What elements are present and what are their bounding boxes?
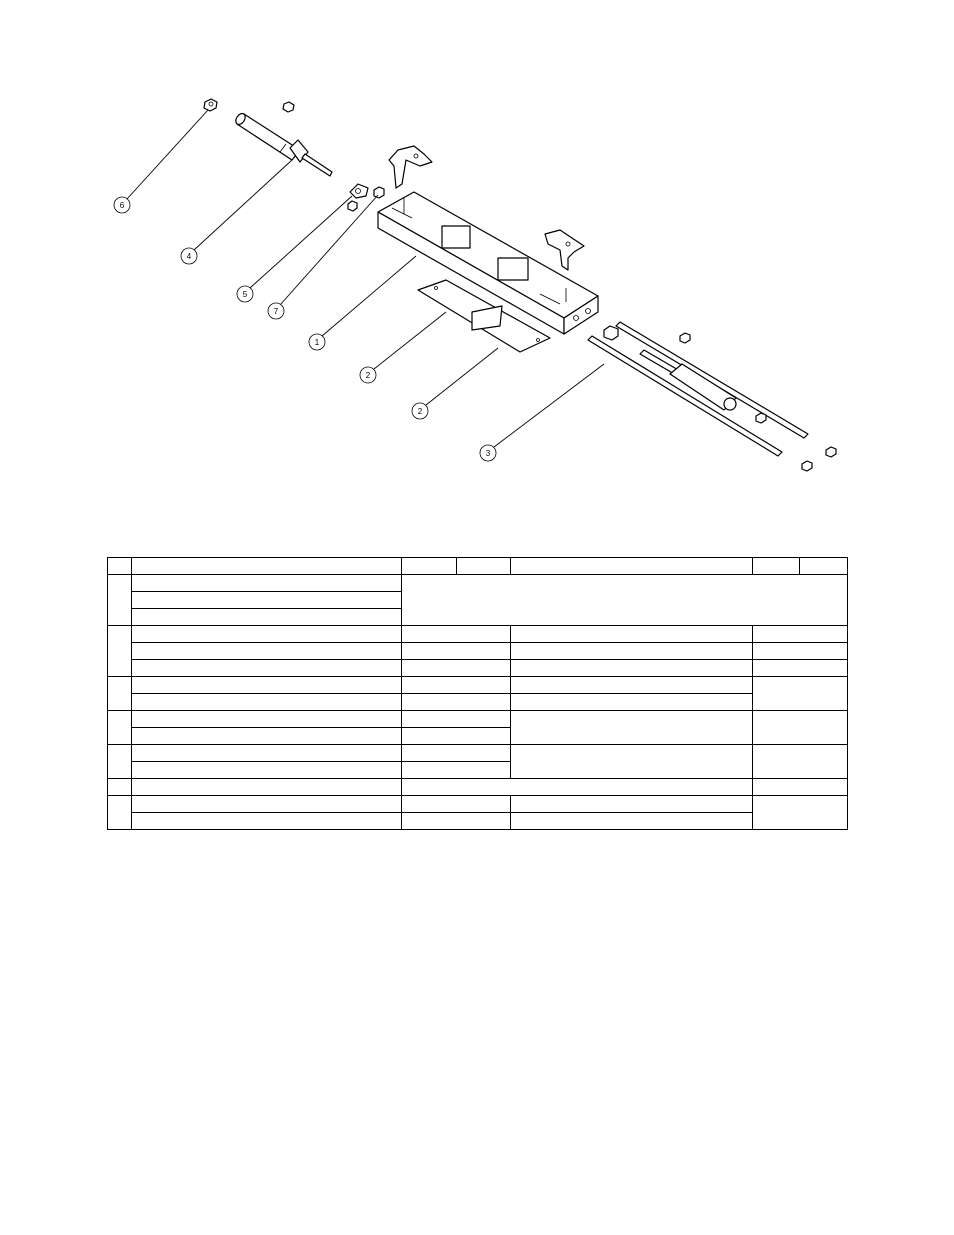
table-cell (132, 609, 402, 626)
table-cell (402, 813, 511, 830)
table-row (108, 779, 848, 796)
parts-list-table (107, 557, 848, 830)
callout-6-label: 6 (119, 201, 125, 210)
item-cell (108, 796, 132, 830)
table-cell (132, 643, 402, 660)
table-cell (753, 626, 848, 643)
table-cell (132, 575, 402, 592)
callout-6 (114, 197, 130, 213)
header-cell (132, 558, 402, 575)
table-cell (132, 660, 402, 677)
item-cell (108, 779, 132, 796)
table-cell (402, 779, 753, 796)
table-row (108, 677, 848, 694)
table-cell (402, 677, 511, 694)
callout-5 (237, 286, 253, 302)
table-row (108, 711, 848, 728)
header-cell (511, 558, 753, 575)
table-cell (402, 711, 511, 728)
header-cell (457, 558, 511, 575)
callout-3-label: 3 (485, 449, 491, 458)
table-cell (132, 626, 402, 643)
table-cell (753, 660, 848, 677)
table-cell (402, 575, 848, 626)
table-row (108, 796, 848, 813)
callout-1-label: 1 (314, 338, 320, 347)
callout-2a (360, 367, 376, 383)
table-cell (753, 796, 848, 830)
part-fitting-6 (204, 99, 217, 111)
table-cell (132, 677, 402, 694)
part-cylinder-4 (234, 112, 332, 176)
callout-5-label: 5 (242, 290, 248, 299)
table-row (108, 626, 848, 643)
table-cell (753, 677, 848, 711)
table-header-row (108, 558, 848, 575)
table-cell (132, 796, 402, 813)
item-cell (108, 745, 132, 779)
header-cell (753, 558, 800, 575)
table-cell (511, 626, 753, 643)
table-cell (132, 813, 402, 830)
table-cell (132, 694, 402, 711)
callout-4 (181, 248, 197, 264)
table-cell (511, 745, 753, 779)
table-cell (132, 711, 402, 728)
callout-2b (412, 403, 428, 419)
part-bracket-left (389, 146, 432, 188)
callout-3 (480, 445, 496, 461)
part-fitting-small (283, 102, 294, 112)
callout-2b-label: 2 (417, 407, 423, 416)
table-cell (402, 762, 511, 779)
table-row (108, 575, 848, 592)
table-cell (132, 762, 402, 779)
part-bracket-right (545, 230, 584, 270)
callout-2a-label: 2 (365, 371, 371, 380)
callout-1 (309, 334, 325, 350)
table-row (108, 745, 848, 762)
table-cell (511, 660, 753, 677)
callout-7 (268, 303, 284, 319)
callout-4-label: 4 (186, 252, 192, 261)
item-cell (108, 626, 132, 677)
header-cell (108, 558, 132, 575)
table-cell (402, 796, 511, 813)
part-nut-7 (374, 187, 384, 198)
table-cell (753, 711, 848, 745)
table-cell (753, 779, 848, 796)
table-cell (511, 796, 753, 813)
header-cell (800, 558, 848, 575)
table-cell (511, 813, 753, 830)
table-row (108, 643, 848, 660)
table-cell (402, 660, 511, 677)
table-cell (511, 711, 753, 745)
table-cell (402, 745, 511, 762)
table-cell (511, 643, 753, 660)
item-cell (108, 711, 132, 745)
table-cell (132, 592, 402, 609)
table-cell (132, 728, 402, 745)
table-row (108, 660, 848, 677)
table-cell (402, 626, 511, 643)
table-cell (402, 694, 511, 711)
table-cell (753, 745, 848, 779)
item-cell (108, 575, 132, 626)
table-cell (132, 779, 402, 796)
table-cell (511, 694, 753, 711)
table-cell (132, 745, 402, 762)
exploded-assembly-diagram (0, 0, 954, 540)
table-cell (402, 728, 511, 745)
table-cell (511, 677, 753, 694)
table-cell (753, 643, 848, 660)
item-cell (108, 677, 132, 711)
table-cell (402, 643, 511, 660)
part-rods-3 (588, 322, 836, 471)
table-row (108, 694, 848, 711)
header-cell (402, 558, 457, 575)
callout-7-label: 7 (273, 307, 279, 316)
table-row (108, 813, 848, 830)
